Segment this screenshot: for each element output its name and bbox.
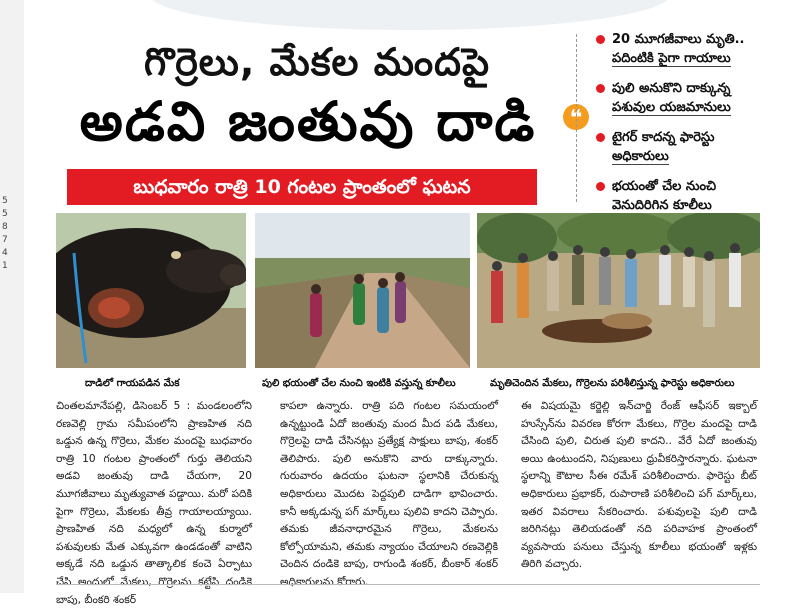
sidebar-divider [576,34,577,202]
bullet-dot-icon [596,133,605,142]
photo-laborers-returning [255,213,470,368]
highlight-item [596,177,766,215]
highlights-list [596,30,766,226]
highlight-line: 20 మూగజీవాలు మృతి.. [612,32,745,47]
margin-digit: 5 [2,196,8,206]
photo-caption: దాడిలో గాయపడిన మేక [85,378,180,389]
bullet-dot-icon [596,35,605,44]
article-column-3: ఈ విషయమై కర్జెల్లి ఇన్‌చార్జి రేంజ్ ఆఫీసర్ ఇక్బాల్ హుస్సేన్‌ను వివరణ కోరగా మేకలు, గొర్రెల మందపై దాడి చేసింది పులి, చిరుత పులి కాదని.. వేరే ఏదో జంతువు అయి ఉంటుందని, నిపుణులు ధ్రువీకరిస్తారన్నారు. ఘటనా స్థలాన్ని కౌటాల సీఈ రమేశ్ పరిశీలించారు. ఫారెస్టు బీట్ అధికారులు ప్రభాకర్, రుపారాణి పరిశీలించి పగ్ మార్క్‌లు, ఇతర వివరాలు సేకరించారు. పశువులపై పులి దాడి జరిగినట్లు తెలియడంతో నది పరివాహక ప్రాంతంలో వ్యవసాయ పనులు చేస్తున్న కూలీలు భయంతో ఇళ్లకు తిరిగి వచ్చారు. [521,400,757,571]
bullet-dot-icon [596,182,605,191]
highlight-line: అధికారులు [612,149,669,164]
headline-line2: అడవి జంతువు దాడి [79,90,537,153]
highlight-item [596,128,766,166]
photo-forest-officials [477,213,760,368]
margin-digit: 5 [2,209,8,219]
margin-digit: 7 [2,235,8,245]
margin-digit: 4 [2,248,8,258]
headline-line1: గొర్రెలు, మేకల మందపై [143,40,491,84]
photo-injured-goat [56,213,246,368]
highlight-line: పులి అనుకొని దాక్కున్న [612,81,731,96]
highlight-item [596,30,766,68]
margin-digit: 8 [2,222,8,232]
article-column-2: కాపలా ఉన్నారు. రాత్రి పది గంటల సమయంలో ఉన్నట్టుండి ఏదో జంతువు మంద మీద పడి మేకలు, గొర్రెలపై దాడి చేసినట్లు ప్రత్యేక్ష సాక్షులు బాపు, శంకర్ తెలిపారు. పులి అనుకొని వారు దాక్కున్నారు. గురువారం ఉదయం ఘటనా స్థలానికి చేరుకున్న అధికారులు మొదట పెద్దపులి దాడిగా భావించారు. కానీ అక్కడున్న పగ్ మార్క్‌లు పులివి కాదని చెప్పారు. తమకు జీవనాధారమైన గొర్రెలు, మేకలను కోల్పోయామని, తమకు న్యాయం చేయాలని రణవెల్లికి చెందిన దండికె బాపు, రాగుండి శంకర్, బీంకార్ శంకర్ అధికారులను కోరారు. [280,400,498,588]
highlight-item [596,79,766,117]
photo-caption: మృతిచెందిన మేకలు, గొర్రెలను పరిశీలిస్తున్న ఫారెస్టు అధికారులు [490,378,735,389]
margin-digit: 1 [2,261,8,271]
subheadline-banner: బుధవారం రాత్రి 10 గంటల ప్రాంతంలో ఘటన [67,169,537,205]
photo-caption: పులి భయంతో చేల నుంచి ఇంటికి వస్తున్న కూలీలు [262,378,456,389]
margin-digits [2,195,8,273]
page-edge-band [0,0,24,593]
highlight-line: వెనుదిరిగిన కూలీలు [612,198,712,213]
highlight-line: పదింటికి పైగా గాయాలు [612,51,731,66]
quote-icon: ❝ [563,104,589,130]
bottom-rule [56,584,760,585]
highlight-line: టైగర్ కాదన్న ఫారెస్టు [612,130,715,145]
top-decorative-curve [150,0,670,30]
article-column-1: చింతలమానేపల్లి, డిసెంబర్ 5 : మండలంలోని రణవెల్లి గ్రామ సమీపంలోని ప్రాణహిత నది ఒడ్డున ఉన్న గొర్రెలు, మేకల మందపై బుధవారం రాత్రి 10 గంటల ప్రాంతంలో గుర్తు తెలియని అడవి జంతువు దాడి చేయగా, 20 మూగజీవాలు మృత్యువాత పడ్డాయి. మరో పదికి పైగా గొర్రెలు, మేకలకు తీవ్ర గాయాలయ్యాయి. ప్రాణహిత నది మధ్యలో ఉన్న కుర్మాలో పశువులకు మేత ఎక్కువగా ఉండడంతో వాటిని అక్కడే నది ఒడ్డున తాత్కాలిక కంచె ఏర్పాటు చేసి అందులో మేకలు, గొర్రెలను కట్టేసి దండికె బాపు, బీంకరి శంకర్ [56,400,252,606]
highlight-line: పశువుల యజమానులు [612,100,731,115]
bullet-dot-icon [596,84,605,93]
highlight-line: భయంతో చేల నుంచి [612,179,717,194]
